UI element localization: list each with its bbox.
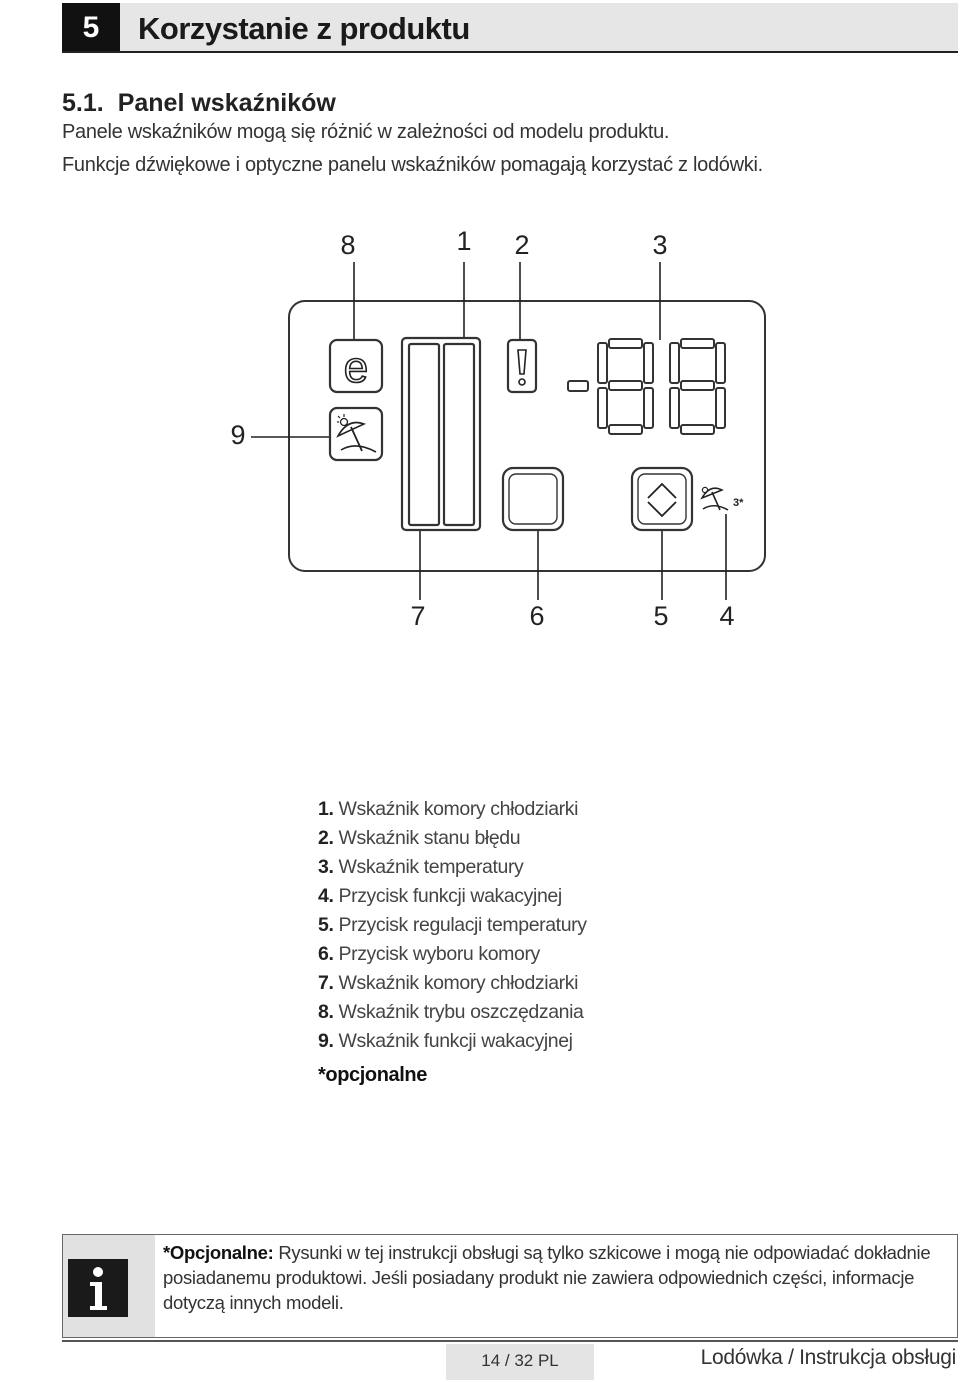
chapter-header (62, 3, 958, 53)
callout-6: 6 (529, 601, 545, 631)
info-icon (63, 1235, 155, 1337)
legend-item: 9. Wskaźnik funkcji wakacyjnej (318, 1030, 573, 1052)
section-title-text: Panel wskaźników (117, 89, 336, 117)
intro-paragraph-1: Panele wskaźników mogą się różnić w zależności od modelu produktu. (62, 121, 670, 143)
note-text (163, 1240, 955, 1315)
note-icon-box (63, 1235, 155, 1337)
chapter-number: 5 (62, 3, 120, 51)
error-indicator-icon (508, 340, 536, 392)
legend-item: 1. Wskaźnik komory chłodziarki (318, 798, 579, 820)
callout-5: 5 (653, 601, 669, 631)
indicator-panel-diagram (0, 200, 960, 640)
section-title (62, 89, 336, 118)
page-number: 14 / 32 PL (446, 1344, 594, 1380)
legend-item: 4. Przycisk funkcji wakacyjnej (318, 885, 562, 907)
intro-paragraph-2: Funkcje dźwiękowe i optyczne panelu wskaźników pomagają korzystać z lodówki. (62, 154, 763, 176)
compartment-select-button (503, 468, 563, 530)
svg-text:3*: 3* (733, 497, 744, 509)
callout-7: 7 (410, 601, 426, 631)
section-number: 5.1. (62, 89, 104, 117)
callout-4: 4 (719, 601, 735, 631)
callout-2: 2 (514, 230, 530, 260)
holiday-button-icon (702, 487, 744, 510)
svg-text:e: e (343, 343, 369, 392)
callout-9: 9 (230, 420, 246, 450)
temperature-adjust-button (632, 468, 692, 530)
fridge-compartment-indicator (402, 338, 480, 530)
legend-item: 5. Przycisk regulacji temperatury (318, 914, 587, 936)
eco-icon (330, 340, 382, 392)
document-title: Lodówka / Instrukcja obsługi (700, 1346, 956, 1369)
info-note (62, 1234, 958, 1338)
legend-item: 8. Wskaźnik trybu oszczędzania (318, 1001, 584, 1023)
legend-list (318, 795, 587, 1090)
legend-item: 3. Wskaźnik temperatury (318, 856, 524, 878)
legend-item: 6. Przycisk wyboru komory (318, 943, 540, 965)
footer-divider (62, 1340, 958, 1342)
callout-8: 8 (340, 230, 356, 260)
holiday-indicator-icon (330, 408, 382, 460)
callout-3: 3 (652, 230, 668, 260)
legend-item: 2. Wskaźnik stanu błędu (318, 827, 521, 849)
note-bold: *Opcjonalne: (163, 1242, 274, 1263)
note-body: Rysunki w tej instrukcji obsługi są tylko szkicowe i mogą nie odpowiadać dokładnie posiadanemu produktowi. Jeśli posiadany produkt nie zawiera odpowiednich części, informacje dotyczą innych modeli. (163, 1242, 931, 1313)
chapter-title: Korzystanie z produktu (138, 11, 470, 46)
legend-item: 7. Wskaźnik komory chłodziarki (318, 972, 579, 994)
temperature-display (568, 339, 725, 434)
callout-1: 1 (456, 226, 472, 256)
optional-note: *opcjonalne (318, 1064, 427, 1086)
